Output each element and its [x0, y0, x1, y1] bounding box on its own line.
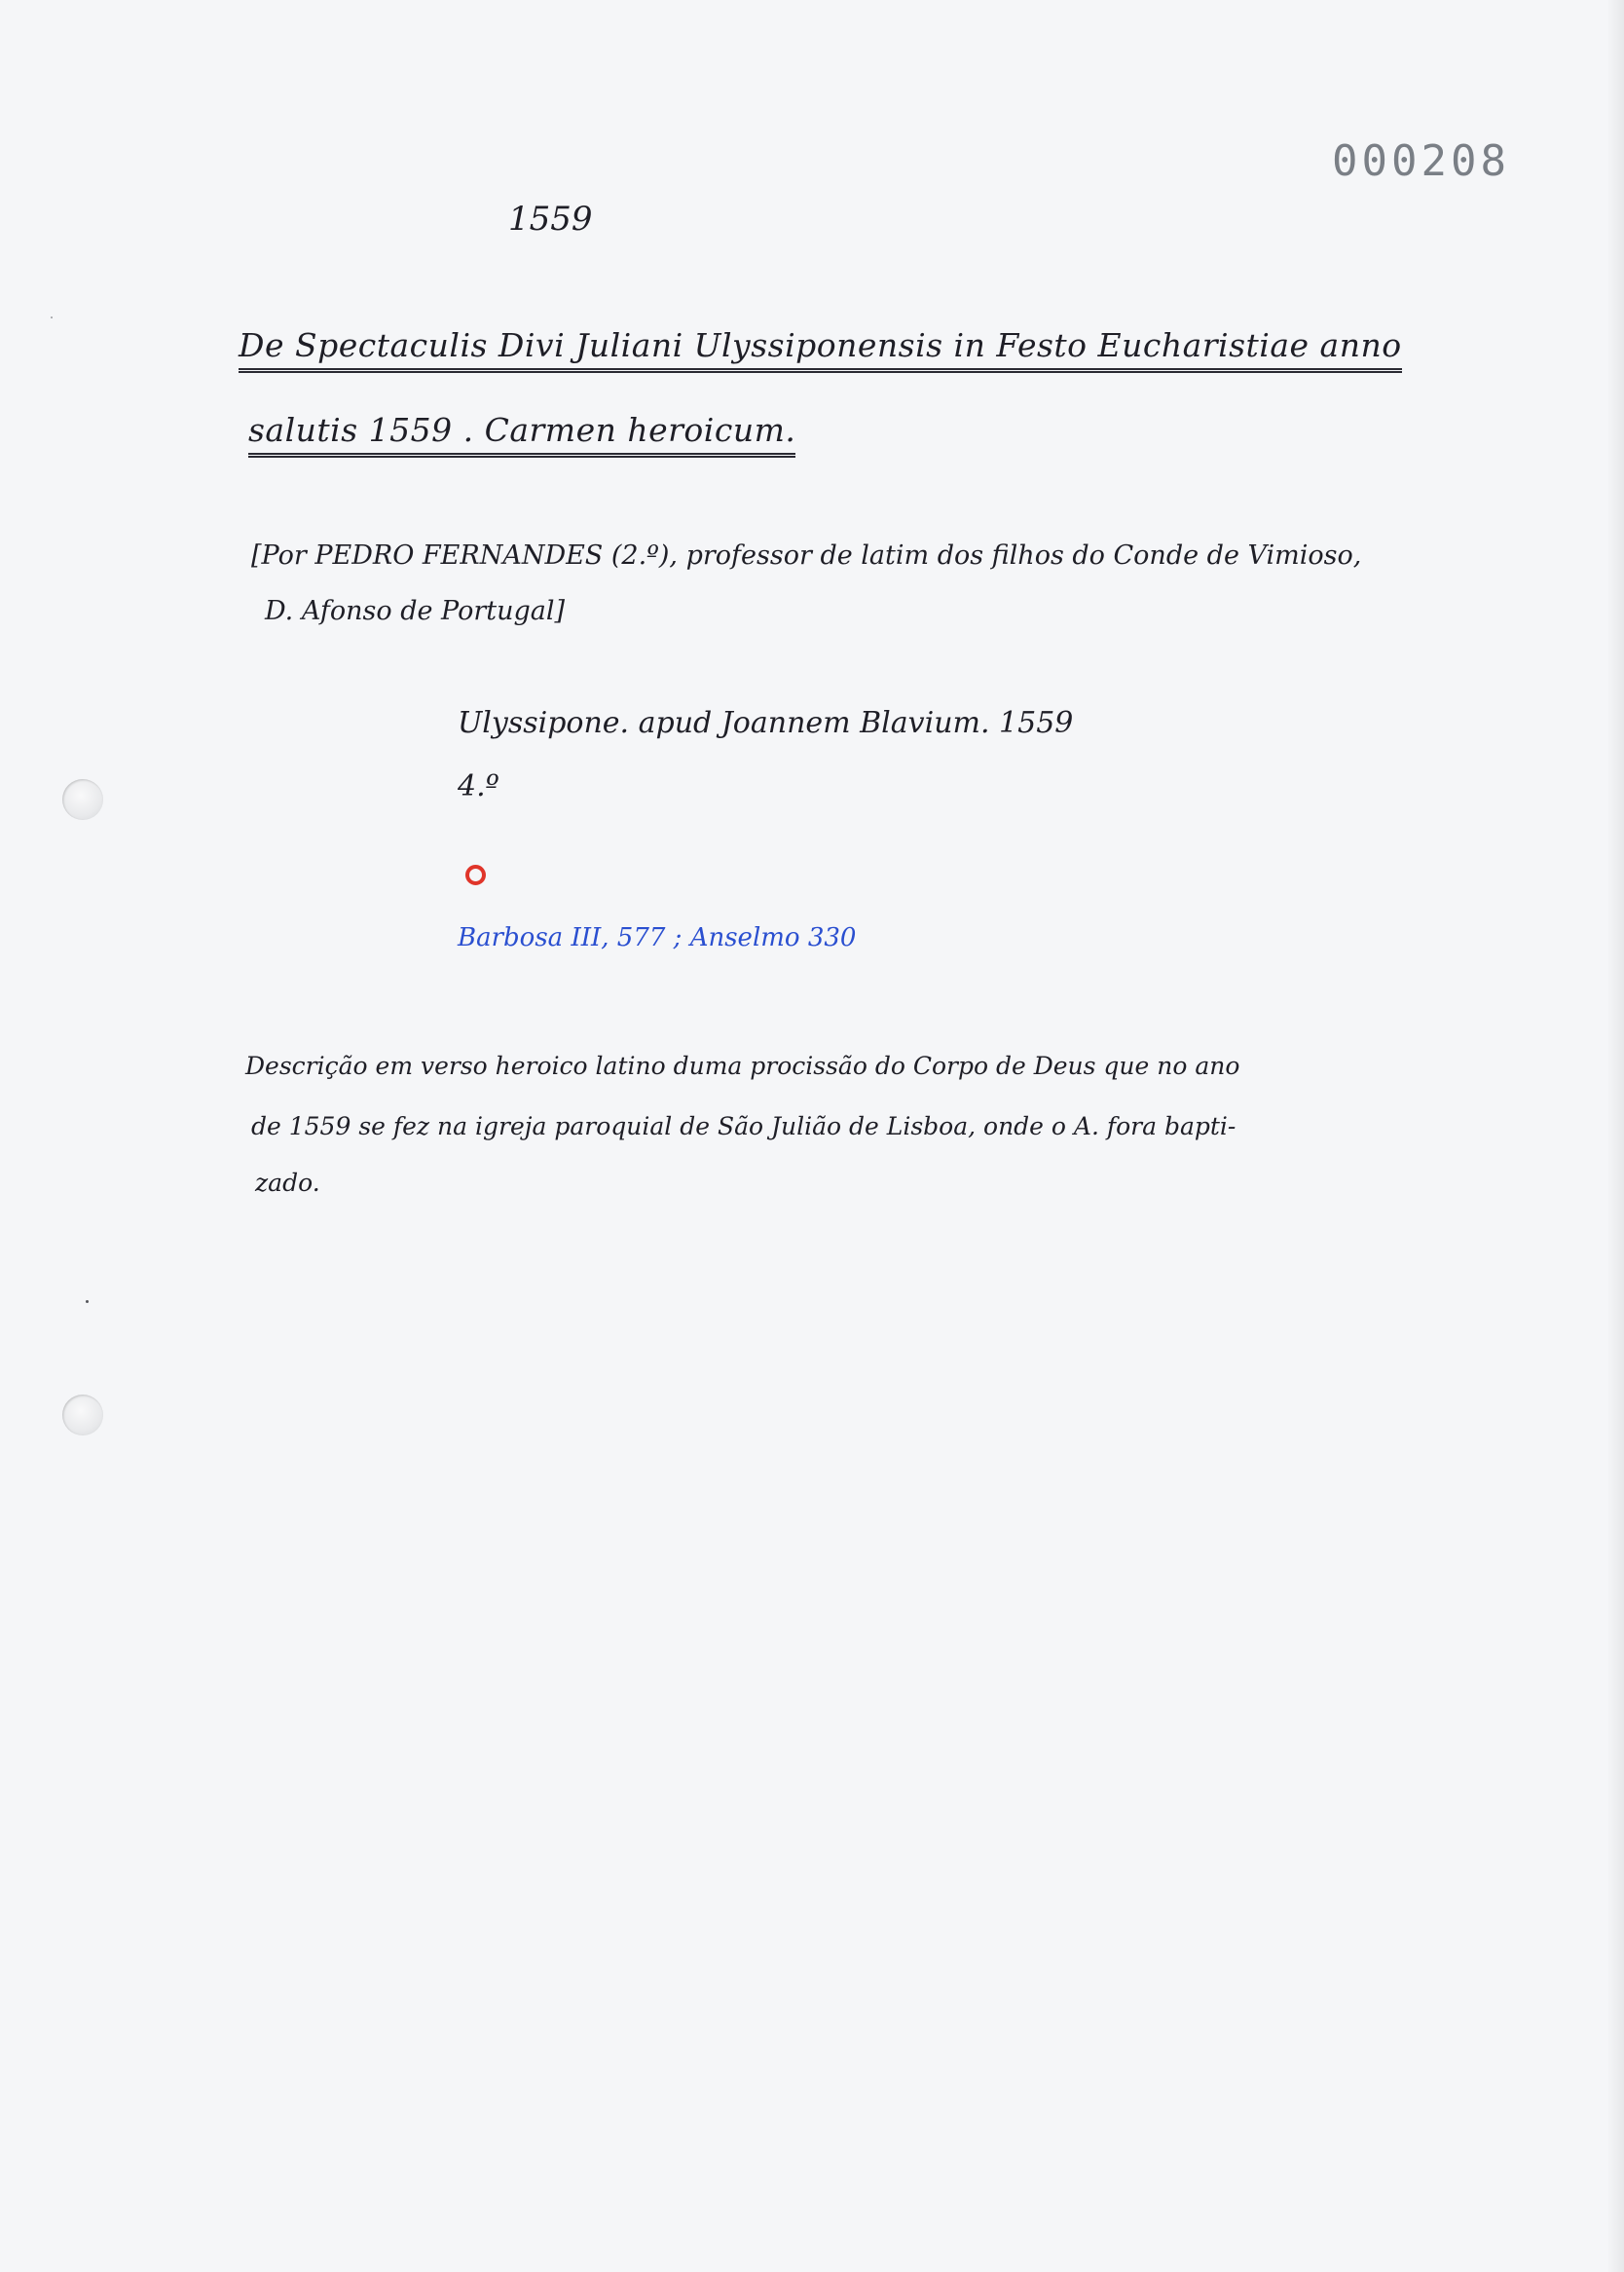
stamp-number: 000208: [1332, 136, 1510, 186]
author-line-2: D. Afonso de Portugal]: [265, 596, 566, 626]
paper-speck: [51, 317, 53, 318]
paper-speck: [86, 1300, 89, 1303]
punch-hole-top: [62, 779, 103, 820]
title-line-2: salutis 1559 . Carmen heroicum.: [248, 411, 795, 458]
format-line: 4.º: [458, 769, 499, 803]
description-line-1: Descrição em verso heroico latino duma procissão do Corpo de Deus que no ano: [245, 1052, 1240, 1080]
author-line-1: [Por PEDRO FERNANDES (2.º), professor de latim dos filhos do Conde de Vimioso,: [251, 540, 1362, 571]
punch-hole-bottom: [62, 1395, 103, 1435]
bibliographic-references: Barbosa III, 577 ; Anselmo 330: [458, 923, 857, 952]
red-circle-mark: [465, 865, 486, 885]
imprint-line: Ulyssipone. apud Joannem Blavium. 1559: [458, 706, 1074, 740]
year-heading: 1559: [508, 200, 593, 239]
description-line-3: zado.: [255, 1169, 320, 1197]
title-line-1: De Spectaculis Divi Juliani Ulyssiponensis in Festo Eucharistiae anno: [239, 326, 1402, 373]
description-line-2: de 1559 se fez na igreja paroquial de São Julião de Lisboa, onde o A. fora bapti-: [251, 1112, 1236, 1140]
